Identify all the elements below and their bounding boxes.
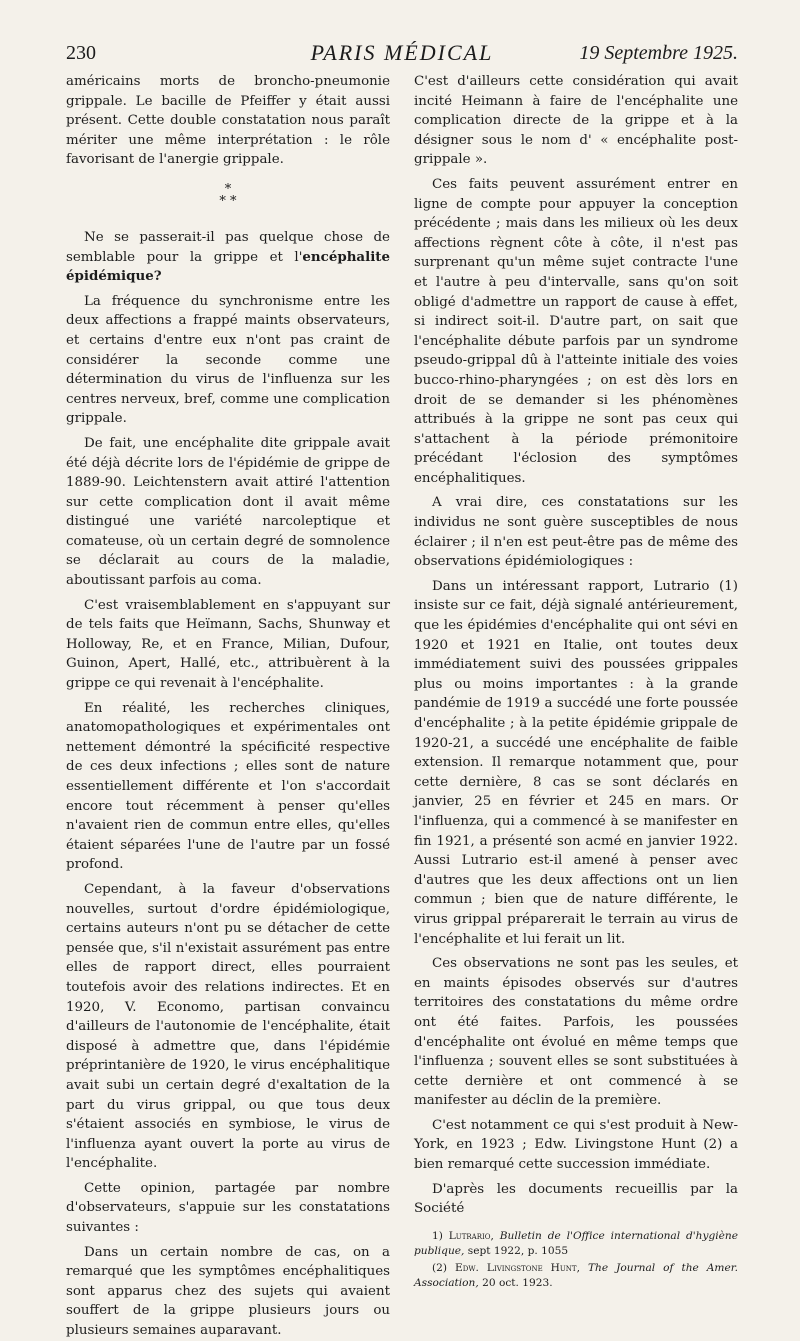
footnote-ref: sept 1922, p. 1055 xyxy=(467,1244,569,1257)
footnote-author: Edw. Livingstone Hunt, xyxy=(455,1261,580,1274)
paragraph: C'est d'ailleurs cette considération qui avait incité Heimann à faire de l'encéphalite une complication directe de la grippe et à la désigner sous le nom d' « encéphalite post-grippale ». xyxy=(414,74,738,168)
issue-date: 19 Septembre 1925. xyxy=(579,42,738,64)
footnote-1 xyxy=(414,1229,738,1259)
right-column xyxy=(414,72,739,1289)
asterism-bottom: * * xyxy=(219,193,237,209)
paragraph: Cependant, à la faveur d'observations nouvelles, surtout d'ordre épidémiologique, certains auteurs n'ont pu se détacher de cette pensée que, s'il n'existait assurément pas entre elles de rapport direct, elles pourraient toutefois avoir des relations indirectes. Et en 1920, V. Economo, partisan convaincu d'ailleurs de l'autonomie de l'encéphalite, était disposé à admettre que, dans l'épidémie préprintanière de 1920, le virus encéphalitique avait subi un certain degré d'exaltation de la part du virus grippal, ou que tous deux s'étaient associés en symbiose, le virus de l'influenza ayant ouvert la porte au virus de l'encéphalite. xyxy=(66,881,390,1172)
footnote-number: 1) xyxy=(432,1229,443,1242)
footnote-author: Lutrario, xyxy=(448,1229,494,1242)
paragraph: La fréquence du synchronisme entre les deux affections a frappé maints observateurs, et certains d'entre eux n'ont pas craint de considérer la seconde comme une détermination du virus de l'influenza sur les centres nerveux, bref, comme une complication grippale. xyxy=(66,293,390,427)
paragraph: De fait, une encéphalite dite grippale avait été déjà décrite lors de l'épidémie de grippe de 1889-90. Leichtenstern avait attiré l'attention sur cette complication dont il avait même distingué une variété narcoleptique et comateuse, où un certain degré de somnolence se déclarait au cours de la maladie, aboutissant parfois au coma. xyxy=(66,435,390,589)
running-header xyxy=(66,42,738,68)
paragraph: D'après les documents recueillis par la Société xyxy=(414,1181,738,1217)
footnote-2 xyxy=(414,1261,738,1291)
paragraph: A vrai dire, ces constatations sur les individus ne sont guère susceptibles de nous éclairer ; il n'en est peut-être pas de même des observations épidémiologiques : xyxy=(414,495,738,570)
bold-term: encéphalite épidémique? xyxy=(66,248,390,285)
page-number: 230 xyxy=(66,42,96,64)
footnote-title: The Journal of the Amer. Association, xyxy=(414,1261,739,1289)
paragraph-question xyxy=(66,228,390,287)
paragraph: C'est vraisemblablement en s'appuyant sur de tels faits que Heïmann, Sachs, Shunway et Holloway, Re, et en France, Milian, Dufour, Guinon, Apert, Hallé, etc., attribuèrent à la grippe ce qui revenait à l'encéphalite. xyxy=(66,597,390,692)
asterism-top: * xyxy=(224,181,232,197)
footnote-title: Bulletin de l'Office international d'hygiène publique, xyxy=(414,1229,739,1257)
paragraph: Dans un intéressant rapport, Lutrario (1) insiste sur ce fait, déjà signalé antérieurement, que les épidémies d'encéphalite qui ont sévi en 1920 et 1921 en Italie, ont toutes deux immédiatement suivi des poussées grippales plus ou moins importantes : à la grande pandémie de 1919 a succédé une forte poussée d'encéphalite ; à la petite épidémie grippale de 1920-21, a succédé une encéphalite de faible extension. Il remarque notamment que, pour cette dernière, 8 cas se sont déclarés en janvier, 25 en février et 245 en mars. Or l'influenza, qui a commencé à se manifester en fin 1921, a présenté son acmé en janvier 1922. Aussi Lutrario est-il amené à penser avec d'autres que les deux affections ont un lien commun ; bien que de nature différente, le virus grippal préparerait le terrain au virus de l'encéphalite et lui ferait un lit. xyxy=(414,578,738,947)
footnote-ref: 20 oct. 1923. xyxy=(482,1276,553,1289)
paragraph: Dans un certain nombre de cas, on a remarqué que les symptômes encéphalitiques sont apparus chez des sujets qui avaient souffert de la grippe plusieurs jours ou plusieurs semaines auparavant. xyxy=(66,1244,390,1339)
footnote-number: (2) xyxy=(432,1261,448,1274)
paragraph: En réalité, les recherches cliniques, anatomopathologiques et expérimentales ont nettement démontré la spécificité respective de ces deux infections ; elles sont de nature essentiellement différente et l'on s'accordait encore tout récemment à penser qu'elles n'avaient rien de commun entre elles, qu'elles étaient séparées l'une de l'autre par un fossé profond. xyxy=(66,700,390,873)
section-break-asterism xyxy=(66,181,390,209)
question-text: Ne se passerait-il pas quelque chose de semblable pour la grippe et l' xyxy=(66,229,390,265)
journal-title: PARIS MÉDICAL xyxy=(310,40,494,65)
left-column xyxy=(66,72,390,1339)
paragraph: américains morts de broncho-pneumonie grippale. Le bacille de Pfeiffer y était aussi présent. Cette double constatation nous paraît mériter une même interprétation : le rôle favorisant de l'anergie grippale. xyxy=(66,74,390,168)
footnotes xyxy=(414,1229,738,1291)
paragraph: Ces observations ne sont pas les seules, et en maints épisodes observés sur d'autres territoires des constatations du même ordre ont été faites. Parfois, les poussées d'encéphalite ont évolué en même temps que l'influenza ; souvent elles se sont substituées à cette dernière et ont commencé à se manifester au déclin de la première. xyxy=(414,956,738,1109)
paragraph: C'est notamment ce qui s'est produit à New-York, en 1923 ; Edw. Livingstone Hunt (2) a bien remarqué cette succession immédiate. xyxy=(414,1117,738,1173)
paragraph: Ces faits peuvent assurément entrer en ligne de compte pour appuyer la conception précédente ; mais dans les milieux où les deux affections règnent côte à côte, il n'est pas surprenant qu'un même sujet contracte l'une et l'autre à peu d'intervalle, sans qu'on soit obligé d'admettre un rapport de cause à effet, si indirect soit-il. D'autre part, on sait que l'encéphalite débute parfois par un syndrome pseudo-grippal dû à l'atteinte initiale des voies bucco-rhino-pharyngées ; on est dès lors en droit de se demander si les phénomènes attribués à la grippe ne sont pas ceux qui s'attachent à la période prémonitoire précédant l'éclosion des symptômes encéphalitiques. xyxy=(414,176,738,486)
paragraph: Cette opinion, partagée par nombre d'observateurs, s'appuie sur les constatations suivantes : xyxy=(66,1180,390,1236)
